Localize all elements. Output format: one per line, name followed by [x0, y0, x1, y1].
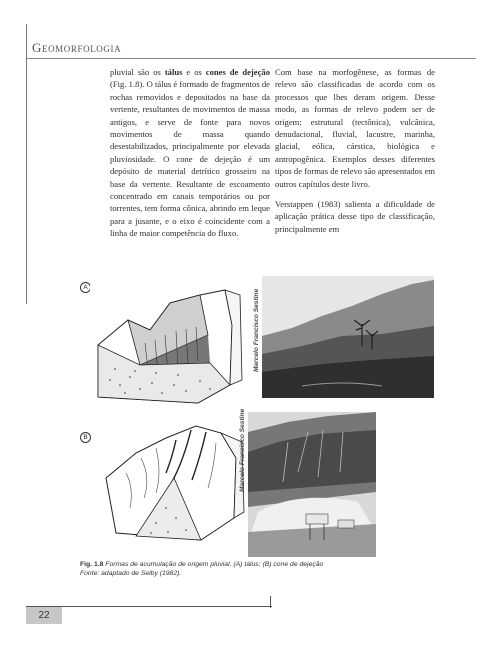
caption-source: Fonte: adaptado de Selby (1982). [80, 570, 182, 577]
caption-text: Formas de acumulação de origem pluvial. (A) tálus; (B) cone de dejeção [103, 561, 324, 568]
caption-label: Fig. 1.8 [80, 561, 104, 568]
term-talus: tálus [164, 67, 183, 77]
left-column [110, 66, 270, 248]
right-column [275, 66, 435, 243]
talus-photo [262, 276, 434, 398]
term-cones: cones de dejeção [205, 67, 270, 77]
debris-cone-block-diagram [96, 418, 246, 548]
footer-rule [26, 606, 272, 607]
right-paragraph-1: Com base na morfogênese, as formas de relevo são classificadas de acordo com os processos que lhes deram origem. Desse modo, as formas de relevo podem ser de origem: estrutural (tectônica), vulcânica, denudacional, fluvial, lacustre, marinha, glacial, eólica, cárstica, biológica e antropogênica. Exemplos desses diferentes tipos de formas de relevo são apresentados em outros capítulos deste livro. [275, 67, 435, 189]
debris-cone-photo-image [248, 412, 376, 557]
photo-credit-a: Marcelo Francisco Sestine [253, 288, 260, 372]
talus-block-diagram [90, 285, 250, 410]
figure-marker-a: A [80, 282, 91, 293]
debris-cone-photo [248, 412, 376, 557]
talus-photo-image [262, 276, 434, 398]
header-horizontal-rule [26, 58, 476, 59]
running-header: Geomorfologia [32, 40, 122, 55]
figure-caption [80, 560, 420, 578]
left-paragraph: pluvial são os tálus e os cones de dejeção (Fig. 1.8). O tálus é formado de fragmentos de rochas removidos e depositados na base da vertente, resultantes de movimentos de massa antigos, e serve de fonte para novos movimentos de massa quando desestabilizados, principalmente por elevada pluviosidade. O cone de dejeção é um depósito de material detrítico grosseiro na base da vertente. Resultante de escoamento concentrado em canais temporários ou por torrentes, tem forma cônica, abrindo em leque para a jusante, e o eixo é coincidente com a linha de maior competência do fluxo. [110, 67, 270, 239]
right-paragraph-2: Verstappen (1983) salienta a dificuldade de aplicação prática desse tipo de classificação, principalmente em [275, 199, 435, 234]
figure-marker-b: B [80, 432, 91, 443]
page-number: 22 [26, 607, 62, 624]
photo-credit-b: Marcelo Francisco Sestine [239, 408, 246, 492]
header-vertical-rule [26, 24, 27, 304]
footer-tick [270, 596, 271, 608]
